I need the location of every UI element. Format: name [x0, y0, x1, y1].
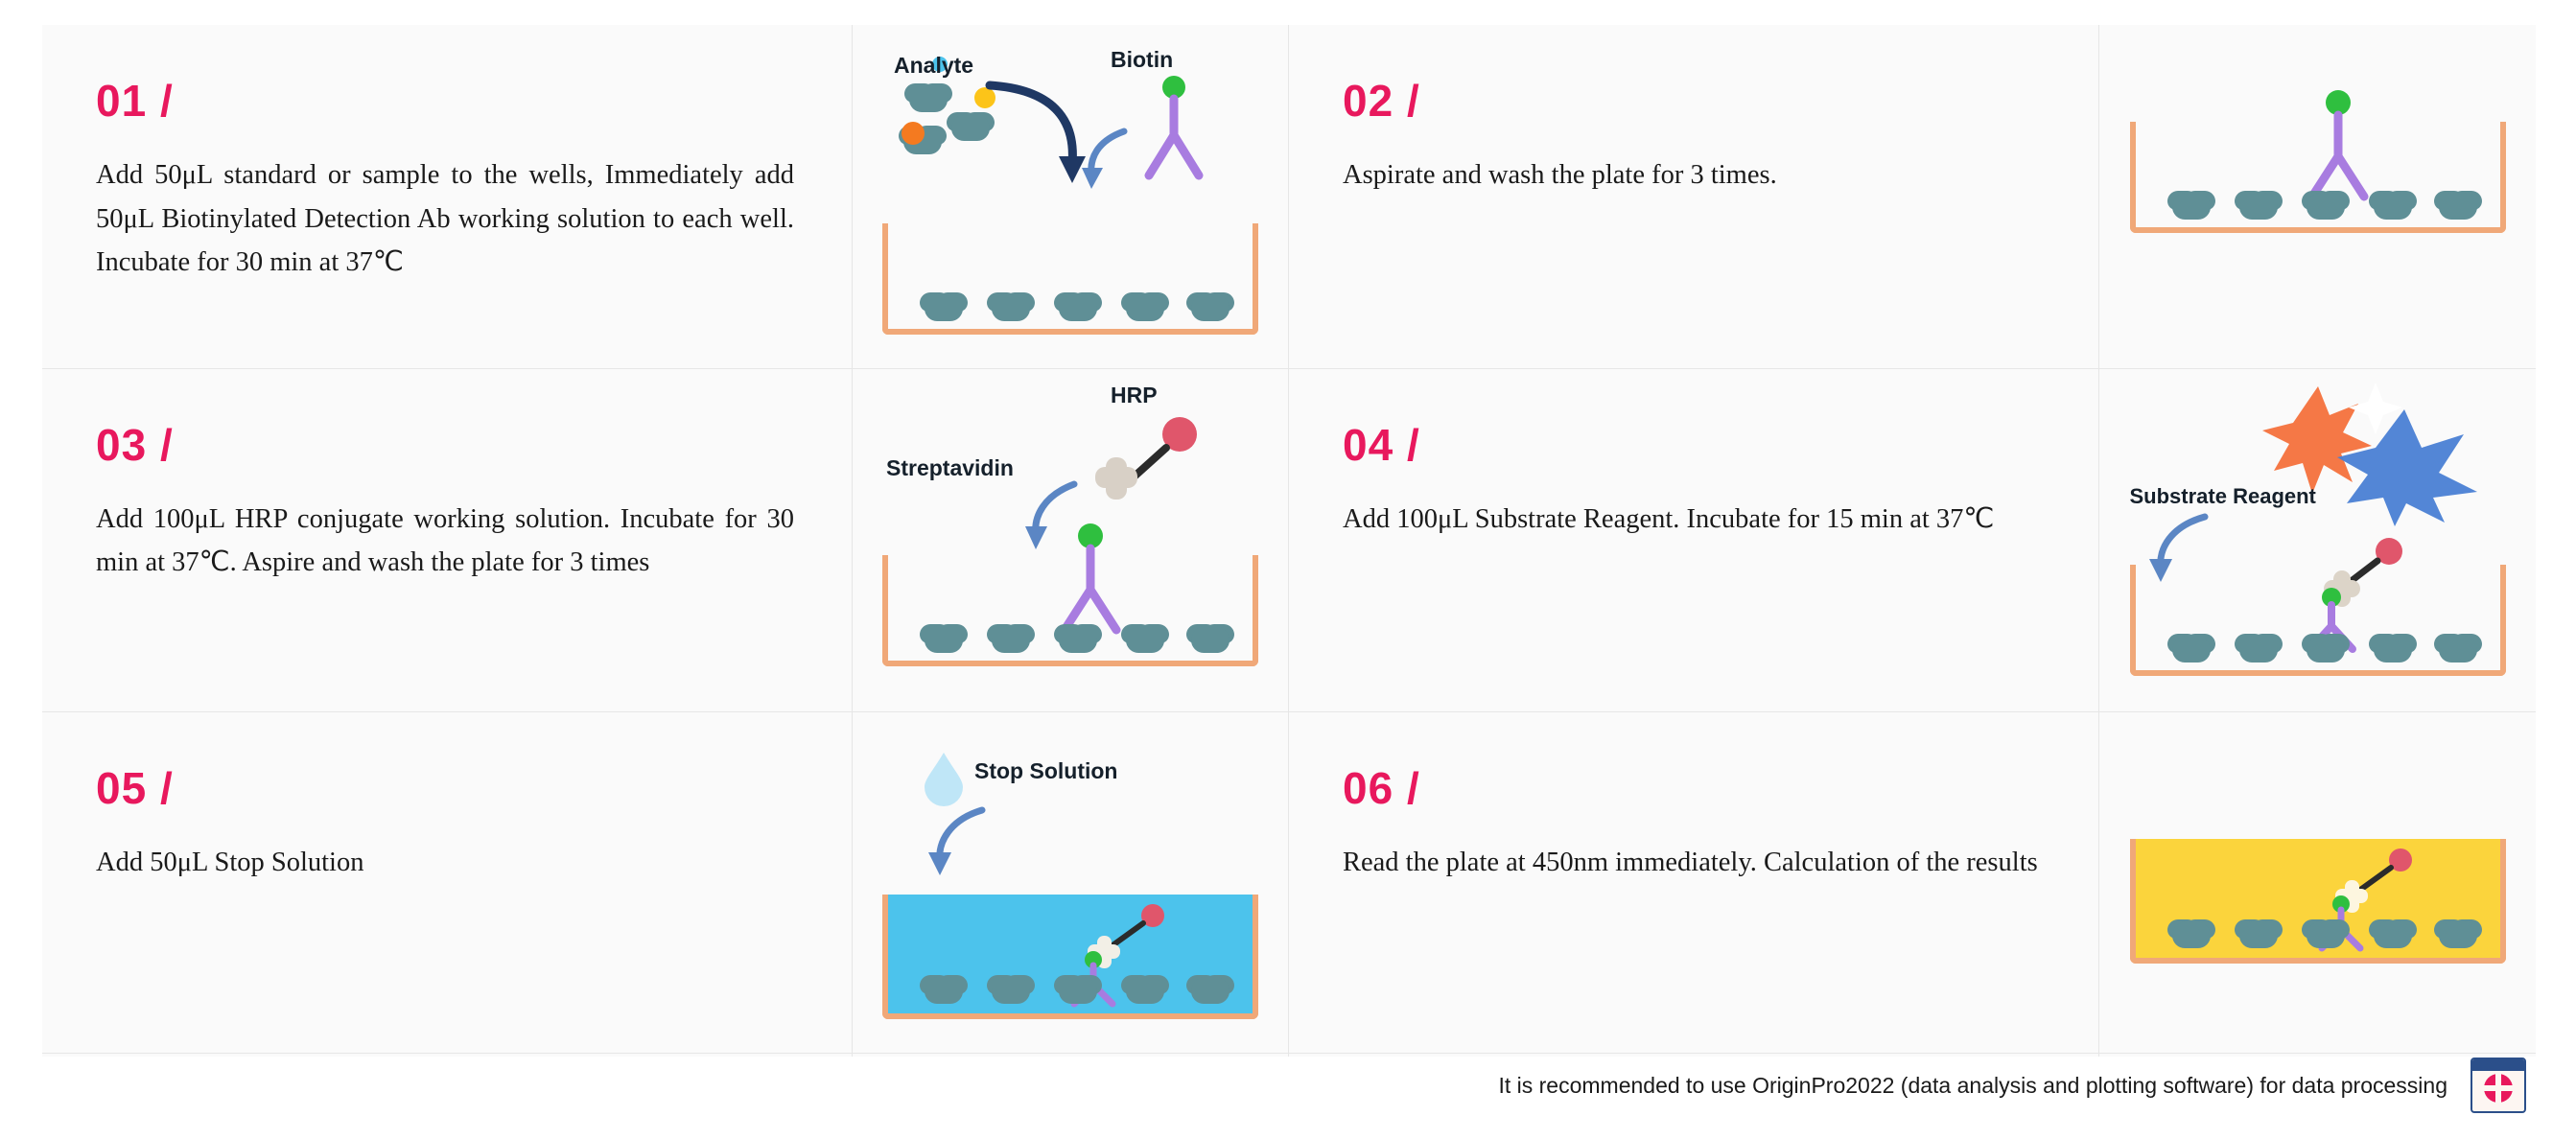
step-06-slash: / — [1406, 763, 1420, 814]
step-03-text-cell — [42, 369, 853, 713]
well-blob-icon — [2172, 636, 2211, 662]
well-blob-icon — [1191, 294, 1229, 321]
step-03-art-cell — [853, 369, 1289, 713]
biotin-label: Biotin — [1111, 46, 1174, 72]
well-blob-icon — [2239, 193, 2278, 220]
analyte-dot-orange-icon — [902, 122, 925, 145]
well-blob-icon — [925, 294, 963, 321]
footer-note: It is recommended to use OriginPro2022 (data analysis and plotting software) for data processing — [1498, 1072, 2447, 1098]
well-blob-icon — [2374, 636, 2412, 662]
step-06-description: Read the plate at 450nm immediately. Calculation of the results — [1343, 848, 2038, 878]
well-blob-icon — [1126, 626, 1164, 653]
step-02-art-cell — [2099, 25, 2536, 369]
step-01-number-value: 01 — [96, 76, 148, 126]
brand-logo — [2471, 1058, 2526, 1113]
analyte-blob-icon — [909, 85, 948, 112]
well-blob-icon — [1059, 294, 1097, 321]
footer-divider — [42, 1053, 2536, 1054]
well-blob-icon — [2439, 921, 2477, 948]
step-04-slash: / — [1406, 419, 1420, 470]
step-04-description: Add 100μL Substrate Reagent. Incubate for 15 min at 37℃ — [1343, 503, 1995, 534]
step-05-number-value: 05 — [96, 763, 148, 814]
well-blob-icon — [1191, 626, 1229, 653]
well-blob-icon — [2374, 193, 2412, 220]
streptavidin-label: Streptavidin — [886, 455, 1014, 481]
step-02-number-value: 02 — [1343, 76, 1394, 126]
step-04-number — [1343, 419, 2041, 471]
step-06-illustration — [2117, 722, 2519, 1048]
step-05-description: Add 50μL Stop Solution — [96, 848, 364, 878]
small-arrow-icon — [1078, 126, 1136, 193]
step-05-number — [96, 762, 794, 814]
step-06-art-cell — [2099, 712, 2536, 1057]
step-01-slash: / — [159, 76, 174, 126]
step-01-number — [96, 75, 794, 127]
step-05-text-cell — [42, 712, 853, 1057]
step-01-art-cell — [853, 25, 1289, 369]
step-02-description: Aspirate and wash the plate for 3 times. — [1343, 160, 1777, 190]
well-blob-icon — [2307, 921, 2345, 948]
step-03-number-value: 03 — [96, 419, 148, 470]
well-blob-icon — [2239, 636, 2278, 662]
well-blob-icon — [2172, 921, 2211, 948]
well-blob-icon — [925, 626, 963, 653]
step-03-illustration — [869, 377, 1272, 703]
step-02-number — [1343, 75, 2041, 127]
well-blob-icon — [1126, 977, 1164, 1004]
well-blob-icon — [925, 977, 963, 1004]
footer — [42, 1057, 2536, 1114]
steps-grid — [42, 25, 2536, 1057]
step-06-number-value: 06 — [1343, 763, 1394, 814]
well-blob-icon — [1059, 977, 1097, 1004]
step-02-slash: / — [1406, 76, 1420, 126]
logo-top-bar — [2472, 1059, 2524, 1071]
droplet-icon — [923, 751, 965, 802]
step-06-number — [1343, 762, 2041, 814]
well-blob-icon — [2439, 636, 2477, 662]
substrate-reagent-label: Substrate Reagent — [2129, 484, 2316, 509]
step-04-text-cell — [1289, 369, 2099, 713]
well-blob-icon — [2307, 636, 2345, 662]
well-blob-icon — [2374, 921, 2412, 948]
well-blob-icon — [992, 294, 1030, 321]
step-03-description: Add 100μL HRP conjugate working solution. Incubate for 30 min at 37℃. Aspire and wash the plate for 3 times — [96, 503, 794, 578]
well-blob-icon — [1191, 977, 1229, 1004]
step-02-text-cell — [1289, 25, 2099, 369]
step-04-number-value: 04 — [1343, 419, 1394, 470]
hrp-label: HRP — [1111, 383, 1158, 408]
step-03-number — [96, 419, 794, 471]
step-05-illustration — [869, 722, 1272, 1048]
well-blob-icon — [992, 977, 1030, 1004]
well-blob-icon — [2172, 193, 2211, 220]
step-04-illustration — [2117, 377, 2519, 703]
step-05-slash: / — [159, 763, 174, 814]
well-blob-icon — [2307, 193, 2345, 220]
step-02-illustration — [2117, 34, 2519, 360]
step-05-art-cell — [853, 712, 1289, 1057]
well-blob-icon — [2239, 921, 2278, 948]
step-01-text-cell — [42, 25, 853, 369]
step-03-slash: / — [159, 419, 174, 470]
step-06-text-cell — [1289, 712, 2099, 1057]
step-01-description: Add 50μL standard or sample to the wells, Immediately add 50μL Biotinylated Detection Ab working solution to each well. Incubate for 30 min at 37℃ — [96, 160, 794, 278]
well-blob-icon — [1126, 294, 1164, 321]
step-04-art-cell — [2099, 369, 2536, 713]
step-01-illustration — [869, 34, 1272, 360]
small-arrow-icon — [923, 804, 999, 881]
well-blob-icon — [2439, 193, 2477, 220]
well-blob-icon — [992, 626, 1030, 653]
stop-solution-label: Stop Solution — [974, 757, 1118, 783]
analyte-label: Analyte — [894, 52, 974, 78]
well-blob-icon — [1059, 626, 1097, 653]
logo-cross-vertical — [2495, 1072, 2501, 1104]
